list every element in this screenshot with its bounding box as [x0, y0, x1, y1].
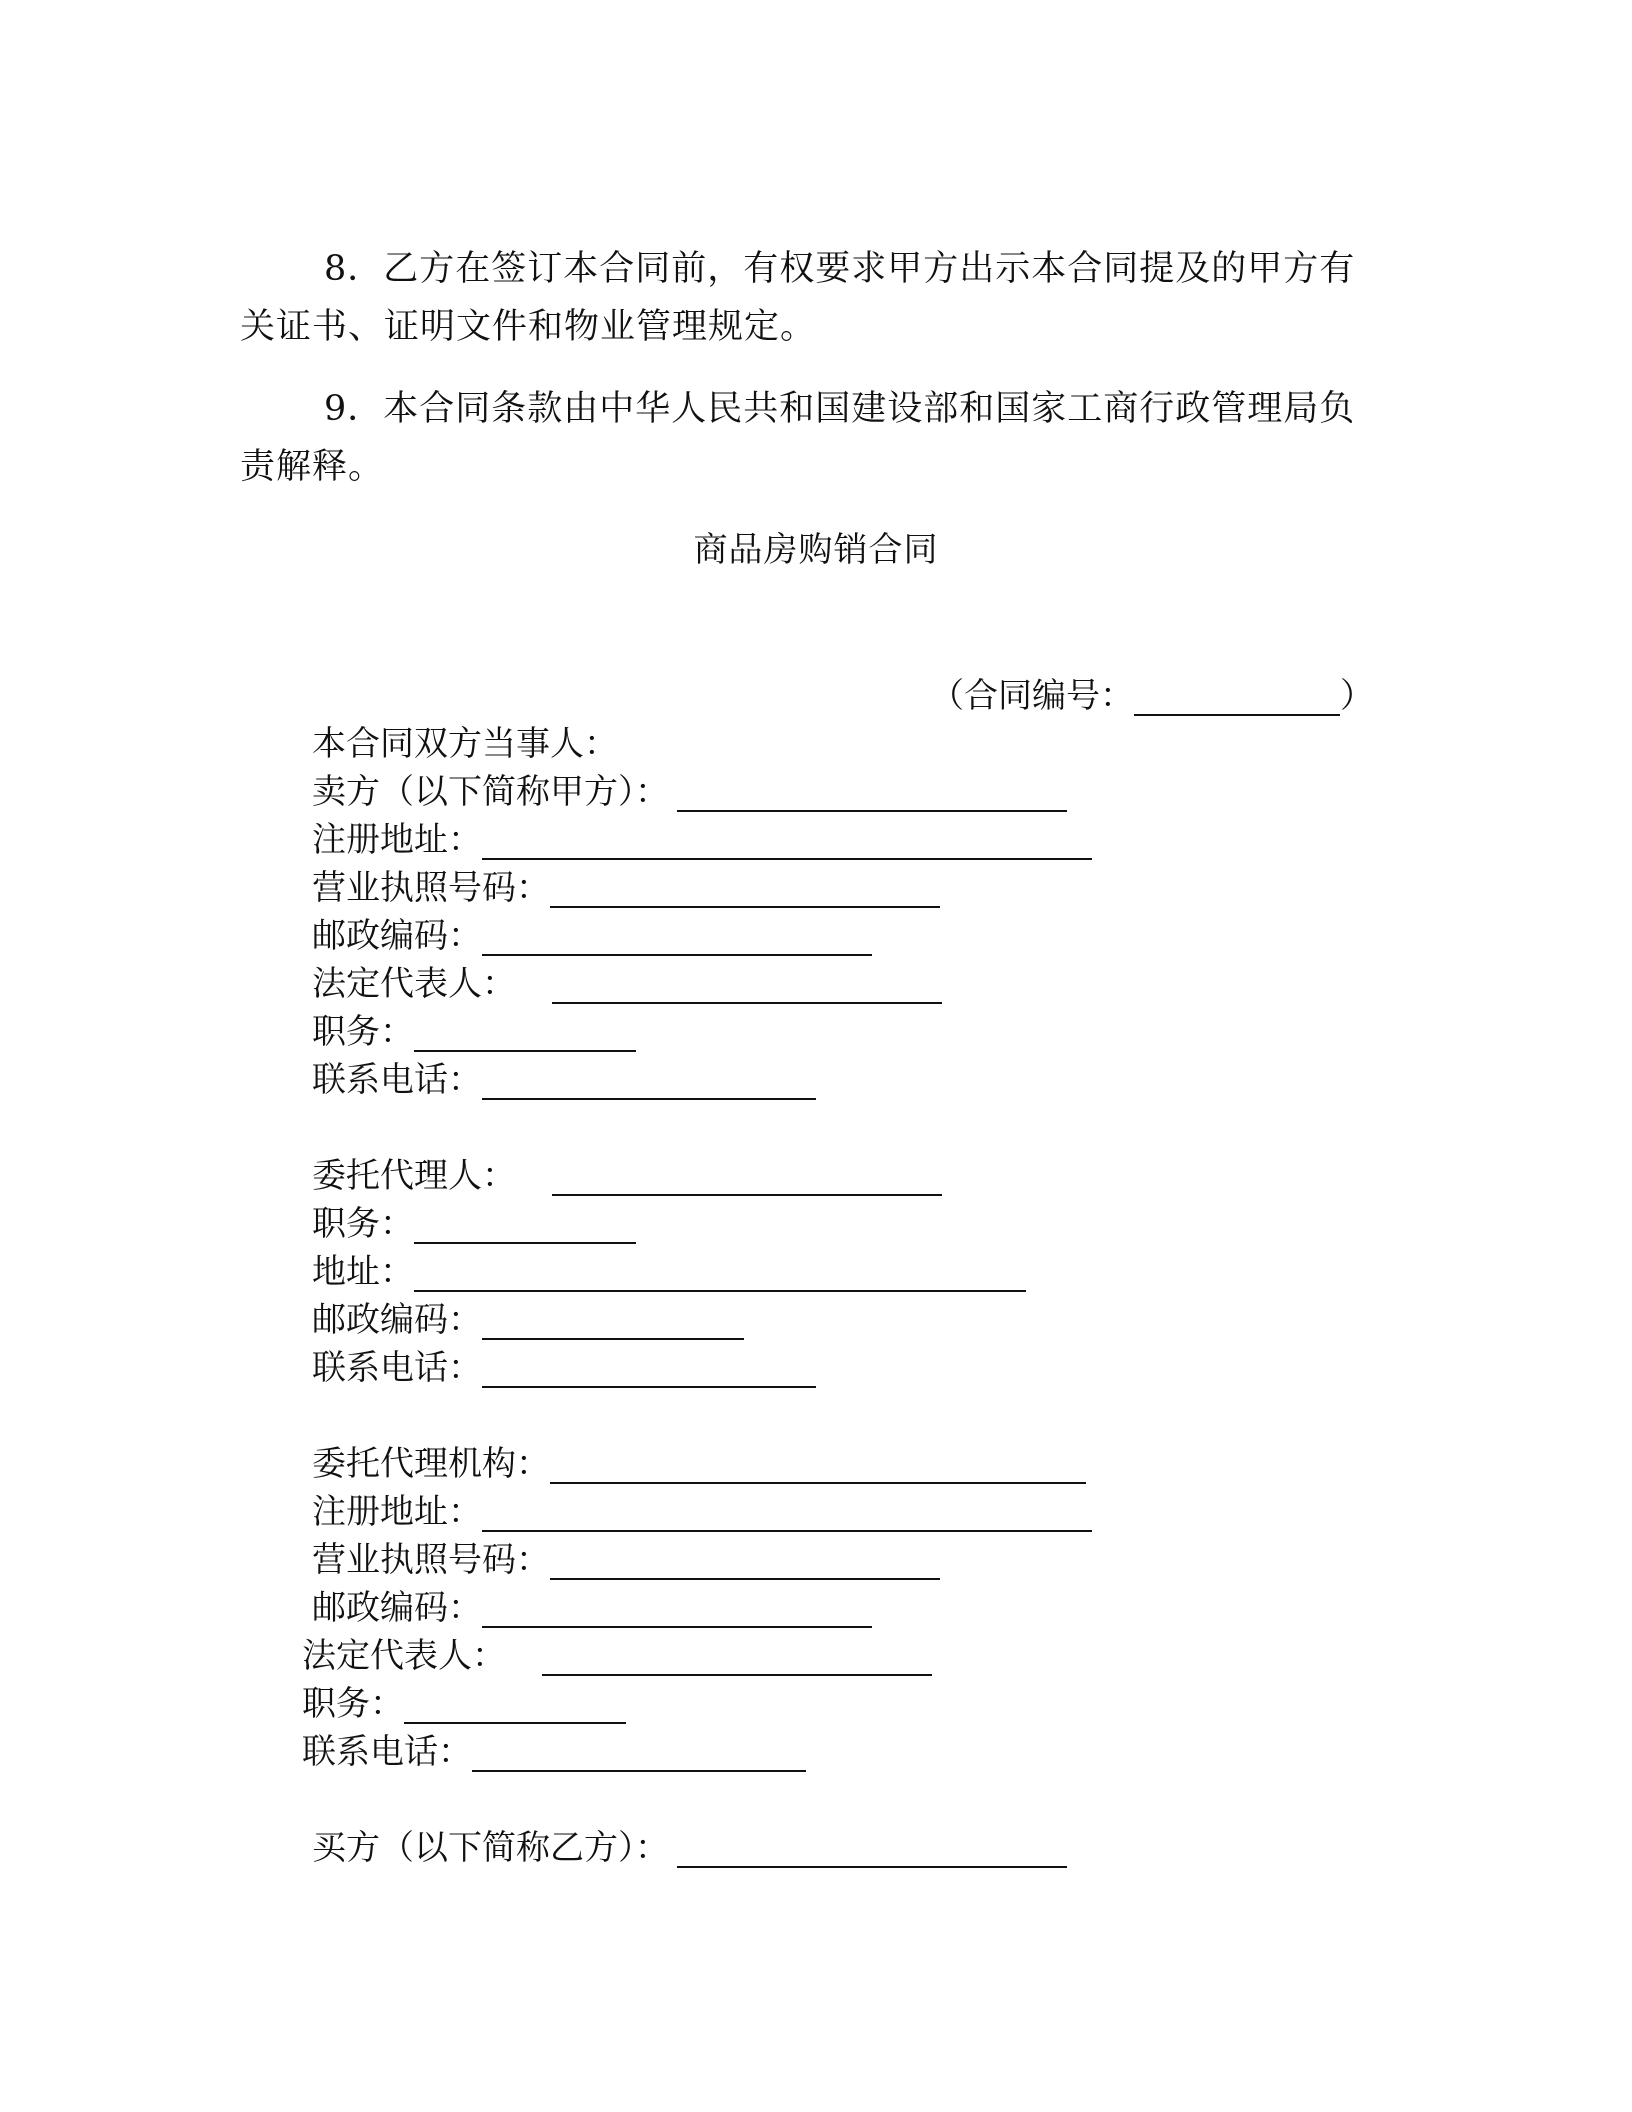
agency-legal-representative-blank[interactable]	[542, 1632, 932, 1676]
seller-legal-representative-blank[interactable]	[552, 960, 942, 1004]
seller-legal-representative-label: 法定代表人：	[312, 964, 516, 1004]
agency-position-field	[302, 1680, 626, 1728]
agency-business-license-label: 营业执照号码：	[312, 1540, 550, 1580]
clause-9	[240, 380, 1384, 496]
agent-phone-field	[312, 1344, 816, 1392]
seller-postal-code-blank[interactable]	[482, 912, 872, 956]
seller-phone-blank[interactable]	[482, 1056, 816, 1100]
agency-field	[312, 1440, 1086, 1488]
agent-postal-code-field	[312, 1296, 744, 1344]
agency-legal-representative-field	[302, 1632, 932, 1680]
seller-postal-code-field	[312, 912, 872, 960]
seller-registered-address-blank[interactable]	[482, 816, 1092, 860]
agent-position-label: 职务：	[312, 1204, 414, 1244]
contract-number-label: （合同编号：	[930, 676, 1134, 716]
agency-postal-code-label: 邮政编码：	[312, 1588, 482, 1628]
agency-legal-representative-label: 法定代表人：	[302, 1636, 506, 1676]
clause-8	[240, 240, 1384, 356]
agency-position-blank[interactable]	[404, 1680, 626, 1724]
seller-blank[interactable]	[677, 768, 1067, 812]
buyer-field	[312, 1824, 1067, 1872]
seller-legal-representative-field	[312, 960, 942, 1008]
agent-address-field	[312, 1248, 1026, 1296]
agent-phone-blank[interactable]	[482, 1344, 816, 1388]
clause-9-text: 9．本合同条款由中华人民共和国建设部和国家工商行政管理局负责解释。	[240, 389, 1356, 487]
agency-blank[interactable]	[550, 1440, 1086, 1484]
agent-position-field	[312, 1200, 636, 1248]
parties-heading: 本合同双方当事人：	[312, 724, 618, 764]
agency-postal-code-field	[312, 1584, 872, 1632]
contract-number-blank[interactable]	[1134, 672, 1340, 716]
agency-business-license-blank[interactable]	[550, 1536, 940, 1580]
seller-business-license-field	[312, 864, 940, 912]
agent-postal-code-label: 邮政编码：	[312, 1300, 482, 1340]
seller-registered-address-label: 注册地址：	[312, 820, 482, 860]
agency-label: 委托代理机构：	[312, 1444, 550, 1484]
agency-position-label: 职务：	[302, 1684, 404, 1724]
seller-phone-label: 联系电话：	[312, 1060, 482, 1100]
agency-phone-field	[302, 1728, 806, 1776]
agent-address-label: 地址：	[312, 1252, 414, 1292]
seller-position-label: 职务：	[312, 1012, 414, 1052]
agency-registered-address-blank[interactable]	[482, 1488, 1092, 1532]
contract-number-close: ）	[1340, 676, 1374, 716]
agent-label: 委托代理人：	[312, 1156, 516, 1196]
seller-business-license-blank[interactable]	[550, 864, 940, 908]
agency-registered-address-label: 注册地址：	[312, 1492, 482, 1532]
seller-registered-address-field	[312, 816, 1092, 864]
seller-phone-field	[312, 1056, 816, 1104]
seller-postal-code-label: 邮政编码：	[312, 916, 482, 956]
agency-business-license-field	[312, 1536, 940, 1584]
buyer-blank[interactable]	[677, 1824, 1067, 1868]
agent-postal-code-blank[interactable]	[482, 1296, 744, 1340]
agent-blank[interactable]	[552, 1152, 942, 1196]
contract-number-line	[930, 672, 1374, 720]
agency-phone-blank[interactable]	[472, 1728, 806, 1772]
agency-registered-address-field	[312, 1488, 1092, 1536]
agent-field	[312, 1152, 942, 1200]
agency-phone-label: 联系电话：	[302, 1732, 472, 1772]
seller-position-field	[312, 1008, 636, 1056]
seller-position-blank[interactable]	[414, 1008, 636, 1052]
agent-position-blank[interactable]	[414, 1200, 636, 1244]
contract-title: 商品房购销合同	[693, 530, 939, 570]
clause-8-text: 8．乙方在签订本合同前，有权要求甲方出示本合同提及的甲方有关证书、证明文件和物业管理规定。	[240, 249, 1356, 347]
agent-address-blank[interactable]	[414, 1248, 1026, 1292]
buyer-label: 买方（以下简称乙方）：	[312, 1828, 669, 1868]
seller-business-license-label: 营业执照号码：	[312, 868, 550, 908]
seller-label: 卖方（以下简称甲方）：	[312, 772, 669, 812]
agency-postal-code-blank[interactable]	[482, 1584, 872, 1628]
agent-phone-label: 联系电话：	[312, 1348, 482, 1388]
seller-field	[312, 768, 1067, 816]
